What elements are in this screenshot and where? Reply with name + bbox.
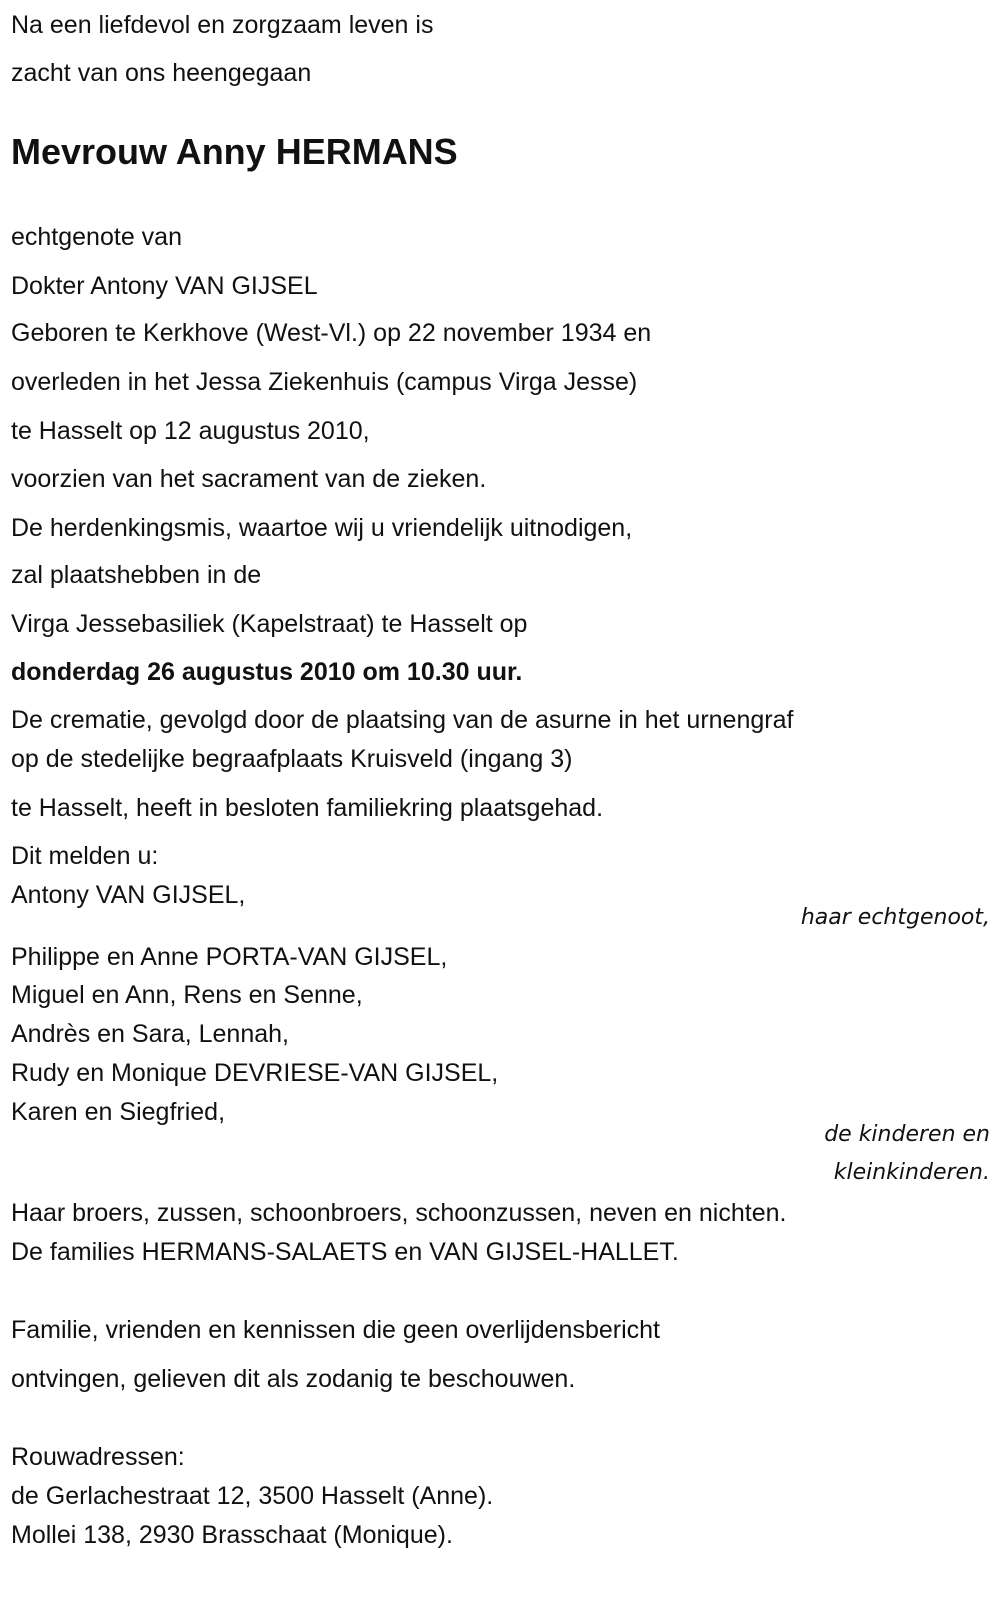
address-line: Mollei 138, 2930 Brasschaat (Monique). [11, 1521, 453, 1549]
spouse-role: haar echtgenoot, [800, 905, 990, 930]
service-date: donderdag 26 augustus 2010 om 10.30 uur. [11, 658, 523, 686]
body-line: Dokter Antony VAN GIJSEL [11, 272, 318, 300]
notice-line: ontvingen, gelieven dit als zodanig te beschouwen. [11, 1365, 576, 1393]
child-line: Andrès en Sara, Lennah, [11, 1020, 289, 1048]
spouse: Antony VAN GIJSEL, [11, 881, 246, 909]
addresses-label: Rouwadressen: [11, 1443, 185, 1471]
children-role: de kinderen en [824, 1122, 990, 1147]
body-line: voorzien van het sacrament van de zieken. [11, 465, 487, 493]
body-line: Geboren te Kerkhove (West-Vl.) op 22 november 1934 en [11, 319, 652, 347]
body-line: De herdenkingsmis, waartoe wij u vriendelijk uitnodigen, [11, 514, 633, 542]
body-line: zal plaatshebben in de [11, 561, 262, 589]
relatives-line: De families HERMANS-SALAETS en VAN GIJSEL-HALLET. [11, 1238, 679, 1266]
body-line: echtgenote van [11, 223, 182, 251]
body-line: te Hasselt op 12 augustus 2010, [11, 417, 370, 445]
child-line: Karen en Siegfried, [11, 1098, 226, 1126]
deceased-name: Mevrouw Anny HERMANS [11, 131, 458, 172]
intro-line: zacht van ons heengegaan [11, 59, 312, 87]
cremation-line: te Hasselt, heeft in besloten familiekring plaatsgehad. [11, 794, 604, 822]
notice-line: Familie, vrienden en kennissen die geen overlijdensbericht [11, 1316, 660, 1344]
child-line: Philippe en Anne PORTA-VAN GIJSEL, [11, 943, 448, 971]
relatives-line: Haar broers, zussen, schoonbroers, schoonzussen, neven en nichten. [11, 1199, 787, 1227]
children-role: kleinkinderen. [833, 1160, 990, 1185]
intro-line: Na een liefdevol en zorgzaam leven is [11, 11, 434, 39]
body-line: Virga Jessebasiliek (Kapelstraat) te Hasselt op [11, 610, 528, 638]
body-line: overleden in het Jessa Ziekenhuis (campus Virga Jesse) [11, 368, 638, 396]
announce: Dit melden u: [11, 842, 159, 870]
child-line: Miguel en Ann, Rens en Senne, [11, 981, 363, 1009]
cremation-line: De crematie, gevolgd door de plaatsing van de asurne in het urnengraf [11, 706, 794, 734]
cremation-line: op de stedelijke begraafplaats Kruisveld (ingang 3) [11, 745, 573, 773]
address-line: de Gerlachestraat 12, 3500 Hasselt (Anne). [11, 1482, 494, 1510]
child-line: Rudy en Monique DEVRIESE-VAN GIJSEL, [11, 1059, 499, 1087]
